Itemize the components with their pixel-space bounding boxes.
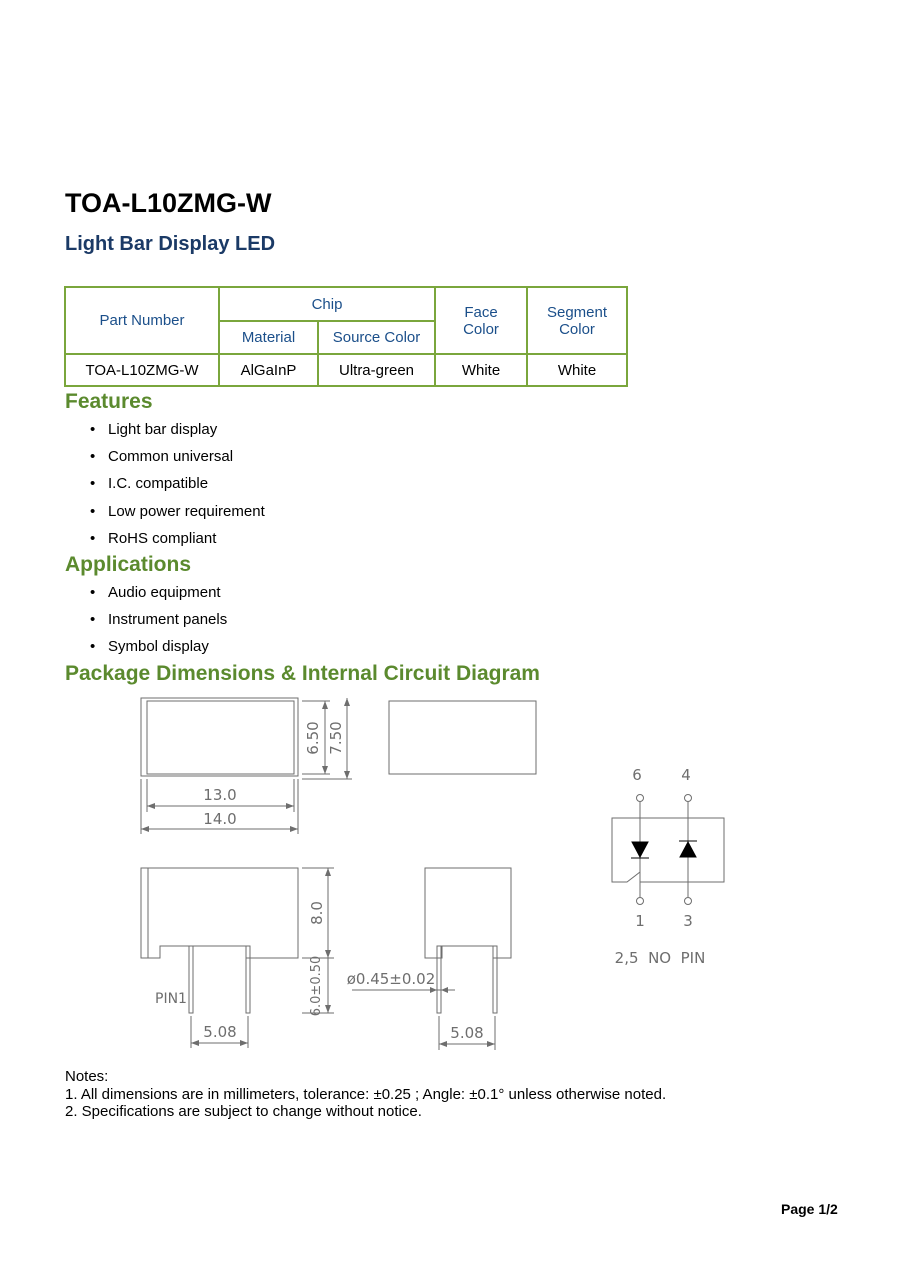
applications-heading: Applications (65, 553, 192, 576)
header-part-number: Part Number (65, 287, 219, 354)
document-subtitle: Light Bar Display LED (65, 233, 276, 255)
body-height-label: 8.0 (308, 901, 326, 925)
note-item: 1. All dimensions are in millimeters, tolerance: ±0.25 ; Angle: ±0.1° unless otherwise noted. (65, 1085, 667, 1103)
diode-down-symbol (632, 842, 648, 857)
circuit-pin-3-label: 3 (683, 912, 693, 930)
circuit-pin-3-terminal (685, 898, 692, 905)
list-item: • Common universal (90, 443, 265, 470)
header-chip: Chip (219, 287, 435, 321)
cell-source-color: Ultra-green (318, 354, 435, 386)
applications-list (90, 579, 227, 661)
no-pin-note: 2,5 NO PIN (614, 949, 706, 967)
circuit-pin-6-label: 6 (632, 766, 642, 784)
note-item: 2. Specifications are subject to change without notice. (65, 1103, 422, 1120)
header-material: Material (219, 321, 318, 354)
list-item: • Light bar display (90, 416, 265, 443)
cell-material: AlGaInP (219, 354, 318, 386)
cell-face-color: White (435, 354, 527, 386)
circuit-pin-4-label: 4 (681, 766, 691, 784)
list-item: • RoHS compliant (90, 525, 265, 552)
width-inner-label: 13.0 (203, 786, 237, 804)
back-view-outline (389, 701, 536, 774)
document-title: TOA-L10ZMG-W (65, 188, 272, 218)
features-list (90, 416, 265, 552)
diode-up-symbol (680, 842, 696, 857)
front-view (141, 868, 334, 1048)
height-inner-label: 6.50 (304, 721, 322, 755)
top-view-outer-outline (141, 698, 298, 776)
circuit-pin-6-terminal (637, 795, 644, 802)
front-pitch-label: 5.08 (203, 1023, 237, 1041)
circuit-outline (612, 818, 724, 882)
header-segment-color-label: Segment Color (546, 303, 608, 338)
header-source-color: Source Color (318, 321, 435, 354)
height-outer-label: 7.50 (327, 721, 345, 755)
cell-segment-color: White (527, 354, 627, 386)
front-pin-2 (246, 946, 250, 1013)
header-segment-color (527, 287, 627, 354)
circuit-pin-4-terminal (685, 795, 692, 802)
list-item: • I.C. compatible (90, 470, 265, 497)
side-view-body (425, 868, 511, 958)
pin1-label: PIN1 (155, 991, 187, 1007)
header-face-color (435, 287, 527, 354)
side-view (347, 868, 511, 1050)
spec-table (64, 286, 628, 387)
top-view-inner-outline (147, 701, 294, 774)
front-view-body (141, 868, 298, 958)
front-pin-1 (189, 946, 193, 1013)
page-number: Page 1/2 (781, 1201, 838, 1217)
header-face-color-label: Face Color (463, 303, 499, 338)
side-pitch-label: 5.08 (450, 1024, 484, 1042)
circuit-pin-1-label: 1 (635, 912, 645, 930)
top-view (141, 698, 352, 834)
list-item: • Instrument panels (90, 606, 227, 633)
notes-heading: Notes: (65, 1068, 109, 1085)
cell-part-number: TOA-L10ZMG-W (65, 354, 219, 386)
circuit-diagram (612, 766, 724, 967)
features-heading: Features (65, 390, 153, 413)
list-item: • Audio equipment (90, 579, 227, 606)
pin-length-label: 6.0±0.50 (309, 955, 324, 1017)
side-pin-2 (493, 946, 497, 1013)
pin-diameter-label: ø0.45±0.02 (346, 970, 436, 988)
list-item: • Low power requirement (90, 498, 265, 525)
side-pin-1 (437, 946, 441, 1013)
package-heading: Package Dimensions & Internal Circuit Diagram (65, 662, 540, 685)
circuit-pin-1-terminal (637, 898, 644, 905)
list-item: • Symbol display (90, 633, 227, 660)
package-drawing (0, 690, 900, 1060)
width-outer-label: 14.0 (203, 810, 237, 828)
notes-block (65, 1068, 666, 1121)
